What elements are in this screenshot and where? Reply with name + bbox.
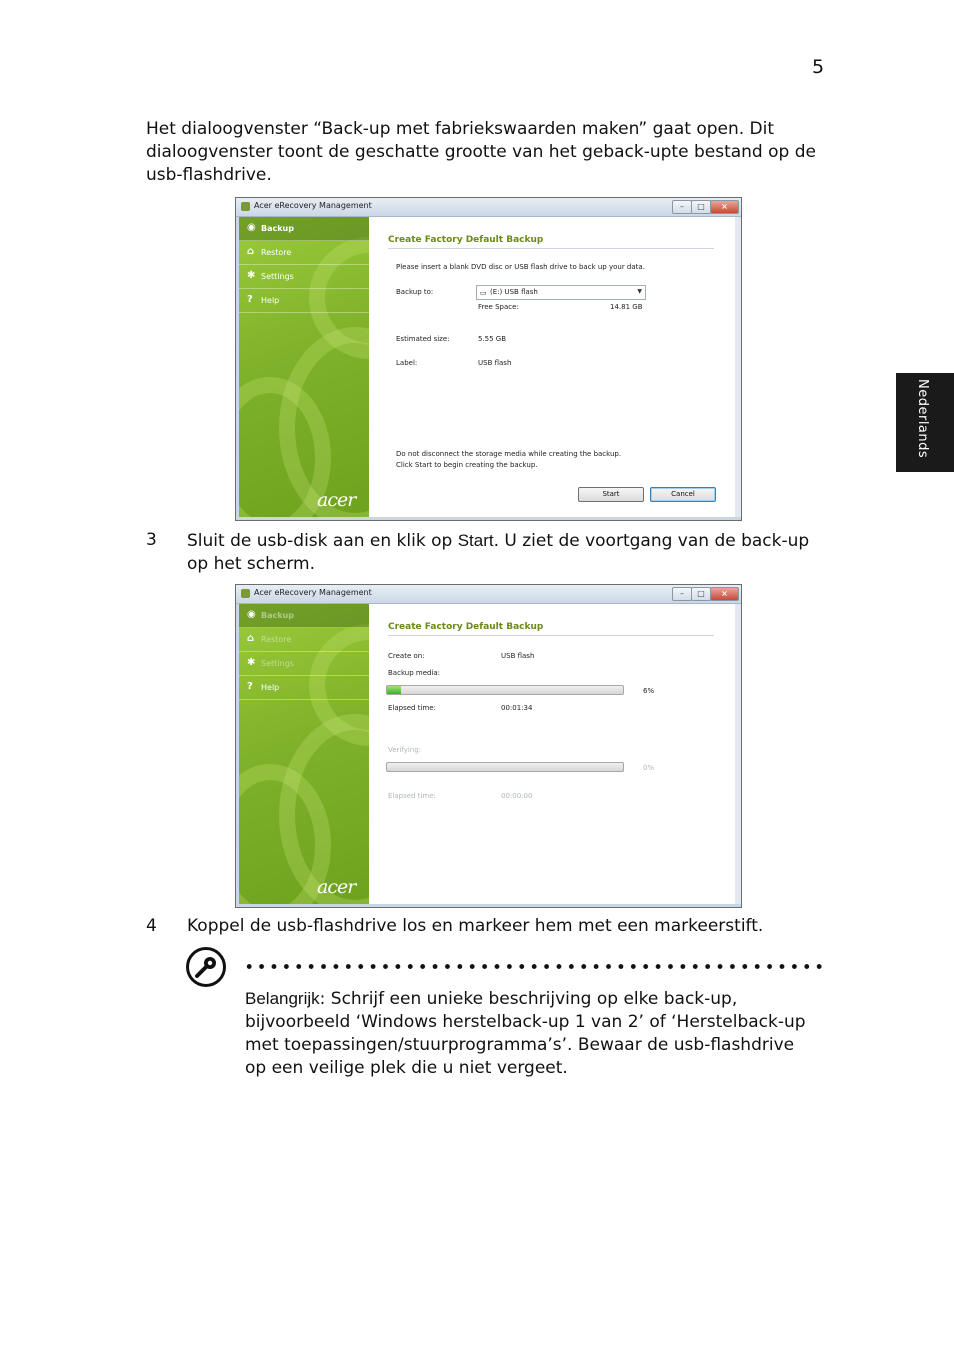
start-hint-text: Click Start to begin creating the backup. (396, 461, 538, 469)
note-line: met toepassingen/stuurprogramma’s’. Bewaar de usb-flashdrive (245, 1035, 795, 1055)
close-button[interactable]: × (710, 200, 739, 214)
acer-logo: acer (317, 876, 356, 898)
warning-text: Do not disconnect the storage media while creating the backup. (396, 450, 622, 458)
elapsed-time-label: Elapsed time: (388, 704, 436, 712)
window-scrollbar[interactable] (735, 604, 741, 904)
label-label: Label: (396, 359, 418, 367)
sidebar-item-restore[interactable] (239, 241, 369, 265)
start-button[interactable]: Start (578, 487, 644, 502)
close-button[interactable]: × (710, 587, 739, 601)
note-line: op een veilige plek die u niet vergeet. (245, 1058, 568, 1078)
dotted-divider (243, 964, 827, 969)
minimize-button[interactable]: – (672, 587, 692, 601)
chevron-down-icon: ▼ (637, 288, 642, 295)
help-icon: ? (247, 294, 253, 305)
restore-icon: ⌂ (247, 633, 255, 644)
dialog-heading: Create Factory Default Backup (388, 622, 544, 632)
elapsed-time-label: Elapsed time: (388, 792, 436, 800)
dialog-content (369, 217, 735, 517)
dialog-heading: Create Factory Default Backup (388, 235, 544, 245)
progress-fill (387, 686, 401, 694)
start-keyword: Start (457, 531, 494, 550)
intro-paragraph (146, 118, 816, 187)
note-line: bijvoorbeeld ‘Windows herstelback-up 1 van 2’ of ‘Herstelback-up (245, 1012, 806, 1032)
verify-percent: 0% (643, 764, 655, 772)
backup-media-label: Backup media: (388, 669, 441, 677)
app-icon (241, 202, 250, 211)
backup-to-select[interactable] (476, 285, 646, 300)
important-note (245, 987, 806, 1080)
help-icon: ? (247, 681, 253, 692)
drive-icon: ▭ (480, 289, 487, 297)
side-tab-label: Nederlands (915, 379, 930, 459)
sidebar-item-label: Settings (261, 659, 294, 668)
backup-to-value: (E:) USB flash (490, 288, 538, 296)
minimize-button[interactable]: – (672, 200, 692, 214)
step-3-number: 3 (146, 530, 157, 550)
step-3-text (187, 529, 809, 576)
estimated-size-label: Estimated size: (396, 335, 450, 343)
backup-percent: 6% (643, 687, 655, 695)
sidebar-item-backup[interactable] (239, 604, 369, 628)
cancel-button[interactable]: Cancel (650, 487, 716, 502)
verify-progress-bar (386, 762, 624, 772)
instruction-text: Please insert a blank DVD disc or USB flash drive to back up your data. (396, 263, 645, 271)
restore-icon: ⌂ (247, 246, 255, 257)
gear-icon: ✱ (247, 270, 256, 281)
estimated-size-value: 5.55 GB (478, 335, 507, 343)
progress-dialog-screenshot (235, 584, 742, 908)
backup-icon: ◉ (247, 609, 256, 620)
step-4-text: Koppel de usb-flashdrive los en markeer hem met een markeerstift. (187, 916, 764, 936)
label-value: USB flash (478, 359, 512, 367)
sidebar-item-restore[interactable] (239, 628, 369, 652)
maximize-button[interactable]: □ (691, 200, 711, 214)
elapsed-time-value: 00:01:34 (501, 704, 533, 712)
intro-line: usb-flashdrive. (146, 165, 272, 185)
sidebar (239, 604, 369, 904)
page-number: 5 (812, 56, 825, 78)
sidebar-item-help[interactable] (239, 676, 369, 700)
language-side-tab (896, 373, 954, 472)
window-title: Acer eRecovery Management (254, 588, 372, 597)
sidebar-item-label: Settings (261, 272, 294, 281)
sidebar-item-label: Restore (261, 635, 292, 644)
window-scrollbar[interactable] (735, 217, 741, 517)
backup-dialog-screenshot (235, 197, 742, 521)
step-3-after: . U ziet de voortgang van de back-up (493, 531, 810, 551)
maximize-button[interactable]: □ (691, 587, 711, 601)
important-icon (186, 947, 226, 987)
step-4-number: 4 (146, 916, 157, 936)
window-title: Acer eRecovery Management (254, 201, 372, 210)
step-3-before: Sluit de usb-disk aan en klik op (187, 531, 458, 551)
sidebar-item-settings[interactable] (239, 652, 369, 676)
note-line: : Schrijf een unieke beschrijving op elke back-up, (319, 989, 738, 1009)
sidebar-item-help[interactable] (239, 289, 369, 313)
backup-progress-bar (386, 685, 624, 695)
backup-icon: ◉ (247, 222, 256, 233)
intro-line: Het dialoogvenster “Back-up met fabriekswaarden maken” gaat open. Dit (146, 119, 775, 139)
create-on-value: USB flash (501, 652, 535, 660)
elapsed-time-value: 00:00:00 (501, 792, 533, 800)
dialog-content (369, 604, 735, 904)
note-label: Belangrijk (245, 989, 320, 1008)
sidebar-item-label: Restore (261, 248, 292, 257)
divider (388, 248, 714, 249)
title-bar (236, 198, 741, 217)
sidebar-item-backup[interactable] (239, 217, 369, 241)
step-3-line2: op het scherm. (187, 554, 315, 574)
app-icon (241, 589, 250, 598)
backup-to-label: Backup to: (396, 288, 434, 296)
sidebar-item-label: Backup (261, 611, 294, 620)
verifying-label: Verifying: (388, 746, 422, 754)
sidebar-item-label: Help (261, 296, 280, 305)
sidebar-item-label: Backup (261, 224, 294, 233)
sidebar-item-settings[interactable] (239, 265, 369, 289)
gear-icon: ✱ (247, 657, 256, 668)
free-space-label: Free Space: (478, 303, 519, 311)
acer-logo: acer (317, 489, 356, 511)
create-on-label: Create on: (388, 652, 425, 660)
free-space-value: 14.81 GB (610, 303, 643, 311)
divider (388, 635, 714, 636)
sidebar-item-label: Help (261, 683, 280, 692)
intro-line: dialoogvenster toont de geschatte grootte van het geback-upte bestand op de (146, 142, 816, 162)
title-bar (236, 585, 741, 604)
sidebar (239, 217, 369, 517)
